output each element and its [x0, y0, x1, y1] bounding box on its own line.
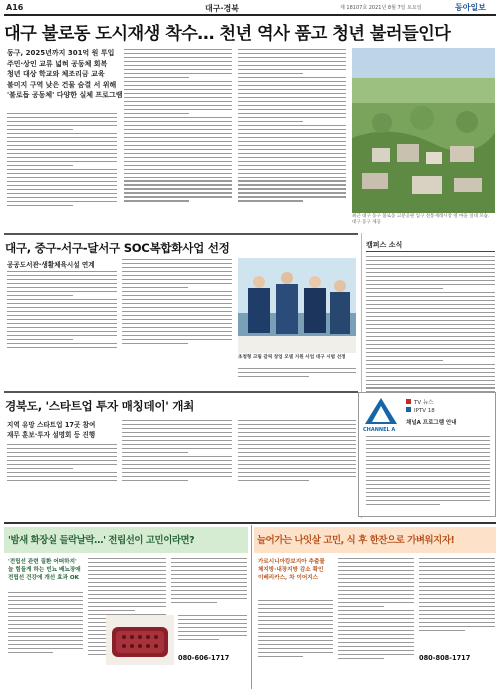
channel-logo — [363, 396, 399, 426]
issue-info: 제 18107호 2021년 8월 7일 토요일 — [340, 5, 422, 11]
divider-2 — [4, 391, 358, 393]
ad-left-subhead: '전립선 관련 질환 어떠하지' 늘 힘들게 하는 빈뇨 배뇨장애 전립선 건강에 개선 효과 OK — [8, 559, 81, 581]
story2-column-2 — [122, 259, 232, 344]
story2-photo — [238, 258, 356, 353]
story3-column-3 — [238, 420, 356, 481]
ads-divider — [251, 525, 252, 689]
sidebar-title-rule — [366, 251, 495, 252]
story2-column-1 — [7, 271, 117, 348]
broadcast-schedule — [366, 436, 490, 505]
ad-left-column-1 — [8, 592, 83, 653]
ad-left-banner-text: '밤새 화장실 들락날락…' 전립선이 고민이라면? — [8, 535, 195, 546]
sidebar-title: 캠퍼스 소식 — [366, 241, 403, 249]
top-story-deck: 동구, 2025년까지 301억 원 투입 주민·상인 교류 넓혀 공동체 회복 청년 대상 학교와 체조리금 교육 불미지 구역 낮은 건물 숨결 서 위해 '불로돕 공동체' 다양한 실체 프로그램 — [7, 49, 123, 100]
channel-logo-text: CHANNEL A — [363, 427, 396, 433]
ad-right-phone: 080-808-1717 — [419, 654, 471, 662]
page-number: A16 — [6, 3, 24, 12]
divider-1 — [4, 233, 358, 235]
top-photo-caption: 최근 대구 동구 불로동 고분공원 입구 전통재래시장 옆 마을 일대 모습. 대구 동구 제공 — [352, 214, 490, 225]
story2-photo-caption: 초청형 크림 갈릭 창업 모델 지원 사업 대구 시범 선정 — [238, 355, 346, 360]
story2-subhead: 공공도서관·생활체육시설 연계 — [7, 261, 95, 269]
story3-headline: 경북도, '스타트업 투자 매칭데이' 개최 — [5, 399, 195, 413]
channel-item-news: TV 뉴스 — [406, 398, 434, 406]
ad-right-column-1 — [258, 600, 333, 657]
top-story-column-1 — [7, 113, 117, 206]
ad-right-subhead: 가르시니아캄보지아 추출물 체지방·내장지방 감소 확인 이베리카스, 차 이어지스 — [258, 559, 325, 581]
story3-column-2 — [122, 420, 232, 481]
section-label: 대구·경북 — [205, 4, 239, 13]
channel-item-iptv: IPTV 18 — [406, 407, 435, 414]
paper-name: 동아일보 — [455, 3, 486, 12]
story2-caption-lines — [238, 368, 356, 377]
ad-right-column-2 — [338, 558, 414, 659]
broadcast-title: 채널A 프로그램 안내 — [406, 420, 457, 426]
header-rule — [4, 14, 496, 16]
ads-top-rule — [4, 522, 496, 524]
ad-left-phone: 080-606-1717 — [178, 654, 230, 662]
ad-right-banner-text: 늘어가는 나잇살 고민, 식 후 한잔으로 가벼워지자! — [257, 535, 455, 546]
ad-left-column-3 — [171, 558, 247, 603]
top-story-column-3 — [238, 49, 346, 202]
story2-headline: 대구, 중구-서구-달서구 SOC복합화사업 선정 — [5, 241, 230, 255]
top-story-column-2 — [124, 49, 232, 202]
top-headline: 대구 불로동 도시재생 착수… 천년 역사 품고 청년 불러들인다 — [4, 24, 451, 44]
story3-deck: 지역 유망 스타트업 17곳 참여 재무 훈보·투자 설명회 등 진행 — [7, 421, 96, 439]
ad-right-column-3 — [419, 558, 495, 631]
ad-left-product-image — [106, 615, 174, 665]
ad-left-column-4 — [178, 615, 247, 640]
top-story-photo — [352, 48, 495, 213]
story3-column-1 — [7, 444, 117, 481]
